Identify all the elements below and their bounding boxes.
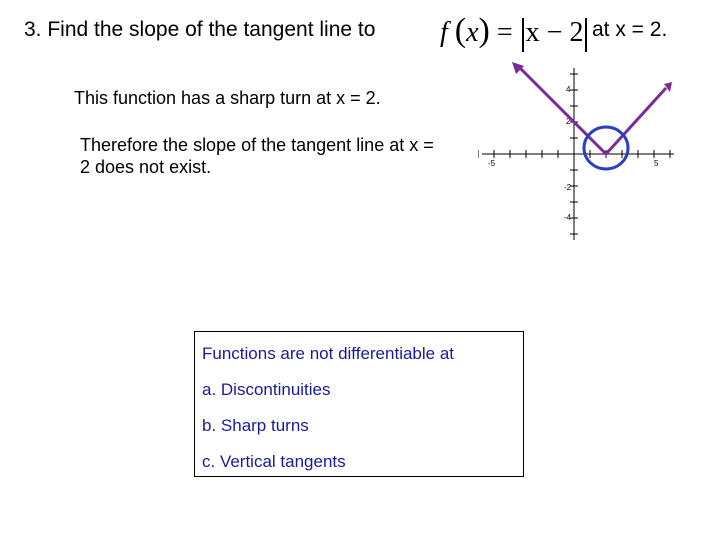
question-suffix: at x = 2. <box>592 18 668 41</box>
formula-function-name: f <box>440 17 448 48</box>
callout-item-sharp-turns: b. Sharp turns <box>202 416 309 435</box>
abs-bar-left <box>522 18 524 52</box>
question-prompt: 3. Find the slope of the tangent line to <box>24 18 376 41</box>
formula-inner-expression: x − 2 <box>525 17 584 48</box>
formula-open-paren: ( <box>454 12 467 49</box>
y-tick-label-4: 4 <box>566 85 571 94</box>
absolute-value-graph <box>478 62 678 242</box>
x-tick-label-5: 5 <box>654 159 659 168</box>
callout-item-discontinuities: a. Discontinuities <box>202 380 331 399</box>
y-tick-label-neg4: -4 <box>564 213 572 222</box>
abs-bar-right <box>585 18 587 52</box>
differentiability-callout-box <box>194 331 524 477</box>
graph-axes <box>482 68 674 240</box>
slope-conclusion-statement: Therefore the slope of the tangent line at x = 2 does not exist. <box>80 135 434 177</box>
y-tick-label-2: 2 <box>566 117 571 126</box>
sharp-turn-highlight-circle <box>584 127 628 169</box>
absolute-value-formula <box>440 12 584 52</box>
callout-title: Functions are not differentiable at <box>202 344 455 363</box>
y-tick-label-neg2: -2 <box>564 183 572 192</box>
callout-item-vertical-tangents: c. Vertical tangents <box>202 452 346 471</box>
function-graph-line <box>520 68 666 154</box>
x-tick-label-neg5: -5 <box>488 159 496 168</box>
formula-variable: x <box>466 17 479 48</box>
formula-close-paren: ) <box>478 12 490 49</box>
sharp-turn-statement: This function has a sharp turn at x = 2. <box>74 88 381 108</box>
formula-equals: = <box>496 17 513 48</box>
